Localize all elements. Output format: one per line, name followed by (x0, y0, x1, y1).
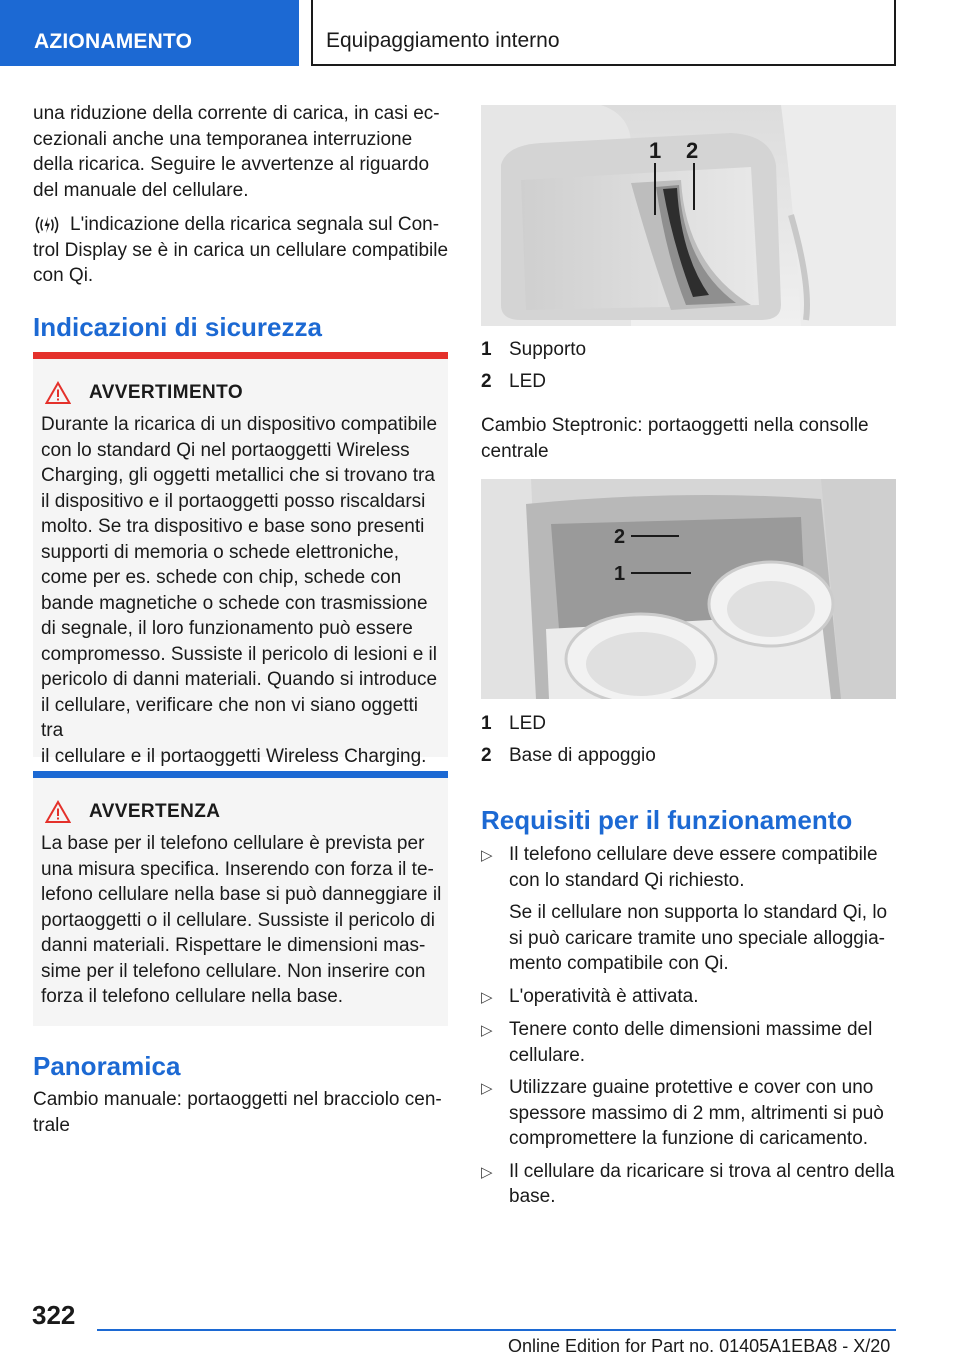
text-line: sime per il telefono cellulare. Non inserire con (41, 960, 426, 982)
wireless-charging-indicator-icon (33, 214, 61, 236)
legend-number: 2 (481, 371, 492, 392)
text-line: danni materiali. Rispettare le dimensioni mas- (41, 935, 426, 956)
warning-triangle-icon (45, 800, 71, 824)
requirements-list (481, 842, 901, 1217)
text-line: trol Display se è in carica un cellulare compatibile (33, 239, 449, 261)
page-number: 322 (32, 1300, 76, 1330)
list-item (481, 1017, 901, 1068)
chapter-title: Equipaggiamento interno (326, 29, 560, 52)
text-line: Cambio Steptronic: portaoggetti nella consolle (481, 415, 869, 436)
text-line: cellulare. (509, 1044, 586, 1066)
text-line: Utilizzare guaine protettive e cover con uno (509, 1077, 874, 1098)
text-line: spessore massimo di 2 mm, altrimenti si può (509, 1102, 884, 1124)
text-line: mento compatibile con Qi. (509, 953, 729, 974)
text-line: di segnale, il loro funzionamento può essere (41, 618, 413, 639)
text-line: centrale (481, 440, 549, 462)
text-line: lefono cellulare nella base si può danneggiare il (41, 884, 442, 905)
warning-triangle-icon (45, 381, 71, 405)
steptronic-paragraph (481, 413, 901, 464)
text-line: della ricarica. Seguire le avvertenze al riguardo (33, 154, 430, 175)
text-line: il cellulare, verificare che non vi siano oggetti tra (41, 694, 419, 741)
text-line: con Qi. (33, 265, 94, 286)
safety-heading: Indicazioni di sicurezza (33, 312, 322, 342)
text-line: L'indicazione della ricarica segnala sul Con- (70, 214, 440, 235)
text-line: Il cellulare da ricaricare si trova al centro della (509, 1160, 895, 1182)
callout-label: 2 (686, 138, 699, 163)
notice-header (45, 798, 220, 826)
text-line: base. (509, 1186, 556, 1207)
text-line: Cambio manuale: portaoggetti nel bracciolo cen- (33, 1089, 442, 1110)
text-line: trale (33, 1114, 70, 1136)
text-line: il cellulare e il portaoggetti Wireless Charging. (41, 745, 427, 767)
list-item (481, 984, 901, 1011)
legend-image2 (481, 708, 656, 772)
warning-text (41, 412, 442, 769)
indicator-paragraph (33, 212, 453, 289)
legend-label: Base di appoggio (509, 745, 656, 766)
text-line: come per es. schede con chip, schede con (41, 567, 402, 588)
edition-info: Online Edition for Part no. 01405A1EBA8 - X/20 (508, 1336, 891, 1356)
armrest-storage-drawing (481, 105, 896, 326)
text-line: Durante la ricarica di un dispositivo compatibile (41, 414, 438, 435)
text-line: cezionali anche una temporanea interruzione (33, 128, 413, 150)
text-line: forza il telefono cellulare nella base. (41, 986, 344, 1007)
callout-label: 1 (649, 138, 662, 163)
text-line: Se il cellulare non supporta lo standard Qi, lo (509, 902, 888, 923)
notice-text (41, 831, 442, 1010)
triangle-right-outline-icon: ▷ (481, 988, 493, 1006)
text-line: una misura specifica. Inserendo con forza il te- (41, 858, 434, 880)
legend-item (481, 740, 656, 772)
text-line: pericolo di danni materiali. Quando si introduce (41, 669, 438, 690)
text-line: portaoggetti o il cellulare. Sussiste il pericolo di (41, 909, 435, 931)
text-line: supporti di memoria o schede elettroniche, (41, 541, 400, 563)
text-line: del manuale del cellulare. (33, 179, 249, 201)
chapter-header (311, 0, 896, 66)
overview-heading: Panoramica (33, 1051, 181, 1081)
text-line: con lo standard Qi richiesto. (509, 869, 745, 891)
legend-number: 2 (481, 745, 492, 766)
legend-item (481, 708, 656, 740)
text-line: Tenere conto delle dimensioni massime del (509, 1019, 873, 1040)
notice-box (33, 771, 448, 1026)
intro-paragraph (33, 101, 453, 203)
notice-title: AVVERTENZA (89, 801, 221, 822)
armrest-storage-illustration (481, 105, 896, 326)
section-title: AZIONAMENTO (34, 30, 193, 53)
text-line: Charging, gli oggetti metallici che si trovano tra (41, 465, 435, 486)
list-item (481, 1075, 901, 1152)
callout-label: 1 (614, 563, 626, 585)
legend-number: 1 (481, 713, 492, 734)
list-item (481, 842, 901, 977)
text-line: con lo standard Qi nel portaoggetti Wireless (41, 439, 410, 461)
text-line: compromesso. Sussiste il pericolo di lesioni e il (41, 643, 437, 665)
overview-paragraph (33, 1087, 453, 1138)
triangle-right-outline-icon: ▷ (481, 1080, 493, 1097)
legend-label: Supporto (509, 339, 587, 360)
center-console-illustration (481, 479, 896, 699)
legend-item (481, 334, 586, 366)
text-line: compromettere la funzione di caricamento. (509, 1128, 869, 1149)
legend-image1 (481, 334, 586, 398)
triangle-right-outline-icon: ▷ (481, 847, 493, 864)
requirements-heading: Requisiti per il funzionamento (481, 805, 853, 835)
legend-number: 1 (481, 339, 492, 360)
text-line: una riduzione della corrente di carica, in casi ec- (33, 103, 440, 124)
text-line: bande magnetiche o schede con trasmissione (41, 592, 428, 614)
callout-label: 2 (614, 526, 626, 548)
triangle-right-outline-icon: ▷ (481, 1163, 493, 1181)
text-line: L'operatività è attivata. (509, 985, 699, 1007)
triangle-right-outline-icon: ▷ (481, 1022, 493, 1039)
text-line: molto. Se tra dispositivo e base sono presenti (41, 516, 425, 537)
warning-box (33, 352, 448, 767)
center-console-drawing (481, 479, 896, 699)
notice-bar (33, 771, 448, 778)
warning-bar (33, 352, 448, 359)
text-line: si può caricare tramite uno speciale alloggia- (509, 927, 885, 949)
legend-label: LED (509, 371, 546, 392)
warning-title: AVVERTIMENTO (89, 382, 243, 403)
text-line: il dispositivo e il portaoggetti posso riscaldarsi (41, 490, 426, 512)
list-item (481, 1159, 901, 1210)
footer-divider (97, 1329, 896, 1331)
legend-label: LED (509, 713, 546, 734)
text-line: Il telefono cellulare deve essere compatibile (509, 844, 878, 865)
warning-header (45, 379, 243, 407)
text-line: La base per il telefono cellulare è prevista per (41, 833, 425, 854)
legend-item (481, 366, 586, 398)
section-tab (0, 0, 299, 66)
